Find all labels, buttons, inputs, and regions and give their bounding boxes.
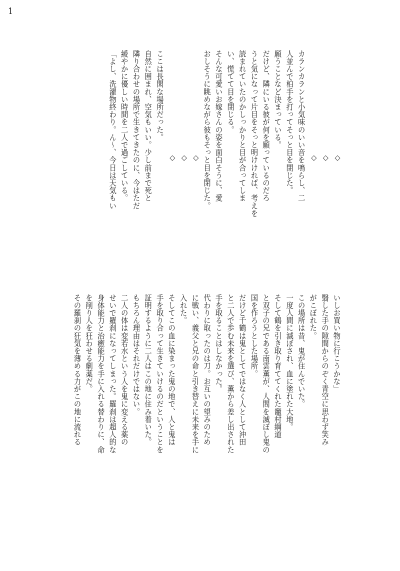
text-line: 自然に囲まれ、空気もいい。少し前まで死と — [144, 50, 154, 202]
text-line: ここは長閑な場所だった。 — [156, 50, 166, 142]
text-line: もちろん理由はそれだけではない。 — [132, 294, 142, 416]
text-line: 二人の体は変若水という人を鬼に変える薬の — [120, 294, 130, 446]
text-line: そしてこの血に染まった鬼の地で、人と鬼は — [167, 294, 177, 446]
text-line: 読まれていたのかしっかりと目が合ってしま — [238, 50, 248, 202]
text-line: せいで羅刹になってしまった。羅刹は超人的な — [108, 294, 118, 454]
text-line: 一度人間に滅ぼされ、血に塗れた大地。 — [285, 294, 295, 431]
text-line: だけど、隣にいる彼が何を願っているのだろ — [262, 50, 272, 202]
text-line: 手を取ることはしなかった。 — [215, 294, 225, 393]
section-break-mark: ◇ — [167, 152, 177, 163]
section-break-mark: ◇ — [191, 152, 201, 163]
text-line: 翳した手の隙間からのぞく青空に思わず笑み — [321, 294, 331, 446]
text-line: 代わりに取ったのは刀。お互いの望みのため — [203, 294, 213, 446]
text-line: カランカランと小気味のいい音を鳴らし、二 — [297, 50, 307, 202]
text-line: 隣り合わせの場所で生きてきたのに、今はただ — [132, 50, 142, 210]
text-line: 「よし、洗濯物終わり。ん〜、今日は天気もい — [108, 50, 118, 210]
text-line: と二人で歩む未来を選び、薫から差し出された — [226, 294, 236, 454]
text-line: だけど千鶴は鬼としてではなく人として沖田 — [238, 294, 248, 446]
section-break-mark: ◇ — [333, 152, 342, 163]
text-line: を削り人を狂わせる劇薬だ。 — [85, 294, 95, 393]
section-break-mark: ◇ — [321, 152, 331, 163]
text-line: その羅刹の狂気を薄める力がこの地に流れる — [73, 294, 83, 446]
text-line: そして鶴を引き取り育ててくれた竈村綱道 — [274, 294, 284, 439]
upper-text-block — [53, 50, 343, 265]
text-line: と双子の兄である南雲薫が、人間を滅ぼし鬼の — [262, 294, 272, 454]
text-line: 緩やかに優しい時間を二人で過ごしている。 — [120, 50, 130, 202]
text-line: おしそうに眺めながら彼もそっと目を閉じた。 — [203, 50, 213, 210]
text-line: いしお買い物に行こうかな」 — [333, 294, 342, 393]
lower-text-block — [53, 294, 343, 522]
text-line: うと気になって片目をそっと明けければ、考えを — [250, 50, 260, 218]
text-line: 手を取り合って生きていけるのだということを — [156, 294, 166, 454]
text-line: い、慌てて目を閉じる。 — [226, 50, 236, 134]
section-break-mark: ◇ — [309, 152, 319, 163]
text-line: 身体能力と治癒能力を手に入れる替わりに、命 — [97, 294, 107, 454]
text-line: そんな可愛いお嫁さんの姿を面白そうに、愛 — [215, 50, 225, 202]
text-line: 人並んで柏手を打ってそっと目を閉じた。 — [285, 50, 295, 195]
page-number: 1 — [8, 7, 14, 16]
text-line: に戦い、義父と兄の命と引き替えに未来を手に — [191, 294, 201, 454]
text-line: 証明するように二人はこの地に住み着いた。 — [144, 294, 154, 446]
section-break-mark: ◇ — [179, 152, 189, 163]
text-line: 入れた。 — [179, 294, 189, 325]
text-line: この場所は昔、鬼が住んでいた。 — [297, 294, 307, 408]
text-line: 願うことなど決まっている。 — [274, 50, 284, 149]
text-line: 国を作ろうとした場所。 — [250, 294, 260, 378]
text-line: がこぼれた。 — [309, 294, 319, 340]
